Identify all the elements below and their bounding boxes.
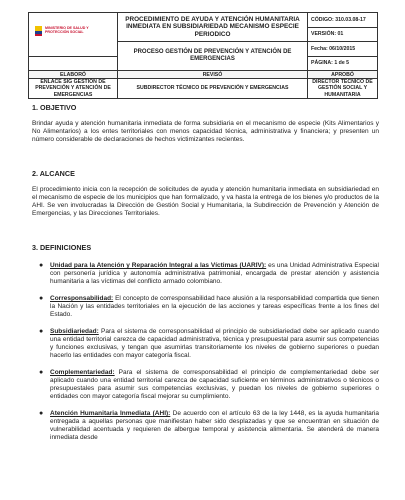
alcance-heading: 2. ALCANCE	[32, 169, 75, 178]
definition-term: Subsidiariedad:	[50, 328, 99, 335]
list-item	[39, 410, 379, 442]
document-header-table	[28, 12, 378, 99]
page-number: PÁGINA: 1 de 5	[308, 56, 378, 71]
definiciones-heading: 3. DEFINICIONES	[32, 243, 92, 252]
document-title: PROCEDIMIENTO DE AYUDA Y ATENCIÓN HUMANITARIA INMEDIATA EN SUBSIDIARIEDAD MECANISMO ESPECIE PERIODICO	[118, 13, 308, 42]
aprobo-value: DIRECTOR TÉCNICO DE GESTIÓN SOCIAL Y HUMANITARIA	[308, 79, 378, 99]
list-item	[39, 369, 379, 401]
logo-cell	[29, 13, 118, 57]
colombia-flag-icon	[35, 26, 42, 36]
list-item	[39, 262, 379, 286]
definition-term: Atención Humanitaria Inmediata (AHI):	[50, 410, 171, 417]
process-name: PROCESO GESTIÓN DE PREVENCIÓN Y ATENCIÓN DE EMERGENCIAS	[118, 42, 308, 71]
definitions-list	[39, 262, 379, 451]
definition-text: De acuerdo con el artículo 63 de la ley 1448, es la ayuda humanitaria entregada a aquellas personas que manifiestan haber sido desplazadas y que se encuentran en situación de vulnerabilidad acentuada y requieren de albergue temporal y asistencia alimentaria. Se atenderá de manera inmediata desde	[50, 410, 379, 441]
definition-text: Para el sistema de corresponsabilidad el principio de subsidiariedad debe ser aplicado cuando una entidad territorial carezca de capacidad administrativa, técnica y presupuestal para asumir sus competencias y funciones exclusivas, y tengan que asumirlas transitoriamente los niveles de gobierno superiores o puedan hacerlo las entidades con mayor categoría fiscal.	[50, 328, 379, 359]
definition-term: Unidad para la Atención y Reparación Integral a las Víctimas (UARIV):	[50, 262, 267, 269]
elaboro-header: ELABORÓ	[29, 71, 118, 79]
elaboro-value: ENLACE SIG GESTIÓN DE PREVENCIÓN Y ATENCIÓN DE EMERGENCIAS	[29, 79, 118, 99]
bullet-icon: ●	[39, 295, 44, 302]
bullet-icon: ●	[39, 328, 44, 335]
objetivo-heading: 1. OBJETIVO	[32, 103, 77, 112]
definition-term: Corresponsabilidad:	[50, 295, 114, 302]
bullet-icon: ●	[39, 410, 44, 417]
definition-term: Complementariedad:	[50, 369, 115, 376]
document-version: VERSIÓN: 01	[308, 27, 378, 42]
document-code: CÓDIGO: 310.03.08-17	[308, 13, 378, 28]
bullet-icon: ●	[39, 369, 44, 376]
definition-text: es una Unidad Administrativa Especial con personería jurídica y autonomía administrativa patrimonial, encargada de prestar atención y asistencia humanitaria a las víctimas del conflicto armado colombiano.	[50, 262, 379, 285]
list-item	[39, 295, 379, 319]
logo-text: MINISTERIO DE SALUD Y PROTECCIÓN SOCIAL	[45, 26, 89, 35]
aprobo-header: APROBÓ	[308, 71, 378, 79]
document-date: Fecha: 06/10/2015	[308, 42, 378, 57]
bullet-icon: ●	[39, 262, 44, 269]
ministry-logo	[35, 26, 111, 36]
list-item	[39, 328, 379, 360]
objetivo-paragraph: Brindar ayuda y atención humanitaria inmediata de forma subsidiaria en el mecanismo de especie (Kits Alimentarios y No Alimentarios) a los entes territoriales con menos capacidad técnica, administrativa y financiera; y presenten un número considerable de declaraciones de hechos victimizantes recientes.	[32, 120, 379, 143]
definition-text: Para el sistema de corresponsabilidad el principio de complementariedad debe ser aplicado cuando una entidad territorial carezca de capacidad suficiente en términos administrativos o técnicos o presupuestales para asumir sus competencias exclusivas, y puedan los niveles de gobierno superiores o entidades con mayor categoría fiscal mejorar su cumplimiento.	[50, 369, 379, 400]
reviso-header: REVISÓ	[118, 71, 308, 79]
definition-text: El concepto de corresponsabilidad hace alusión a la responsabilidad compartida que tienen la Nación y las entidades territoriales en la ejecución de las acciones y tareas específicas frente a los fines del Estado.	[50, 295, 379, 318]
reviso-value: SUBDIRECTOR TÉCNICO DE PREVENCIÓN Y EMERGENCIAS	[118, 79, 308, 99]
alcance-paragraph: El procedimiento inicia con la recepción de solicitudes de ayuda y atención humanitaria inmediata en subsidiariedad en el mecanismo de especie de los municipios que han formalizado, y va hasta la entrega de los bienes y/o productos de la AHI. Se ven involucradas la Dirección de Gestión Social y Humanitaria, la Subdirección de Prevención y Atención de Emergencias, y las Direcciones Territoriales.	[32, 186, 379, 217]
